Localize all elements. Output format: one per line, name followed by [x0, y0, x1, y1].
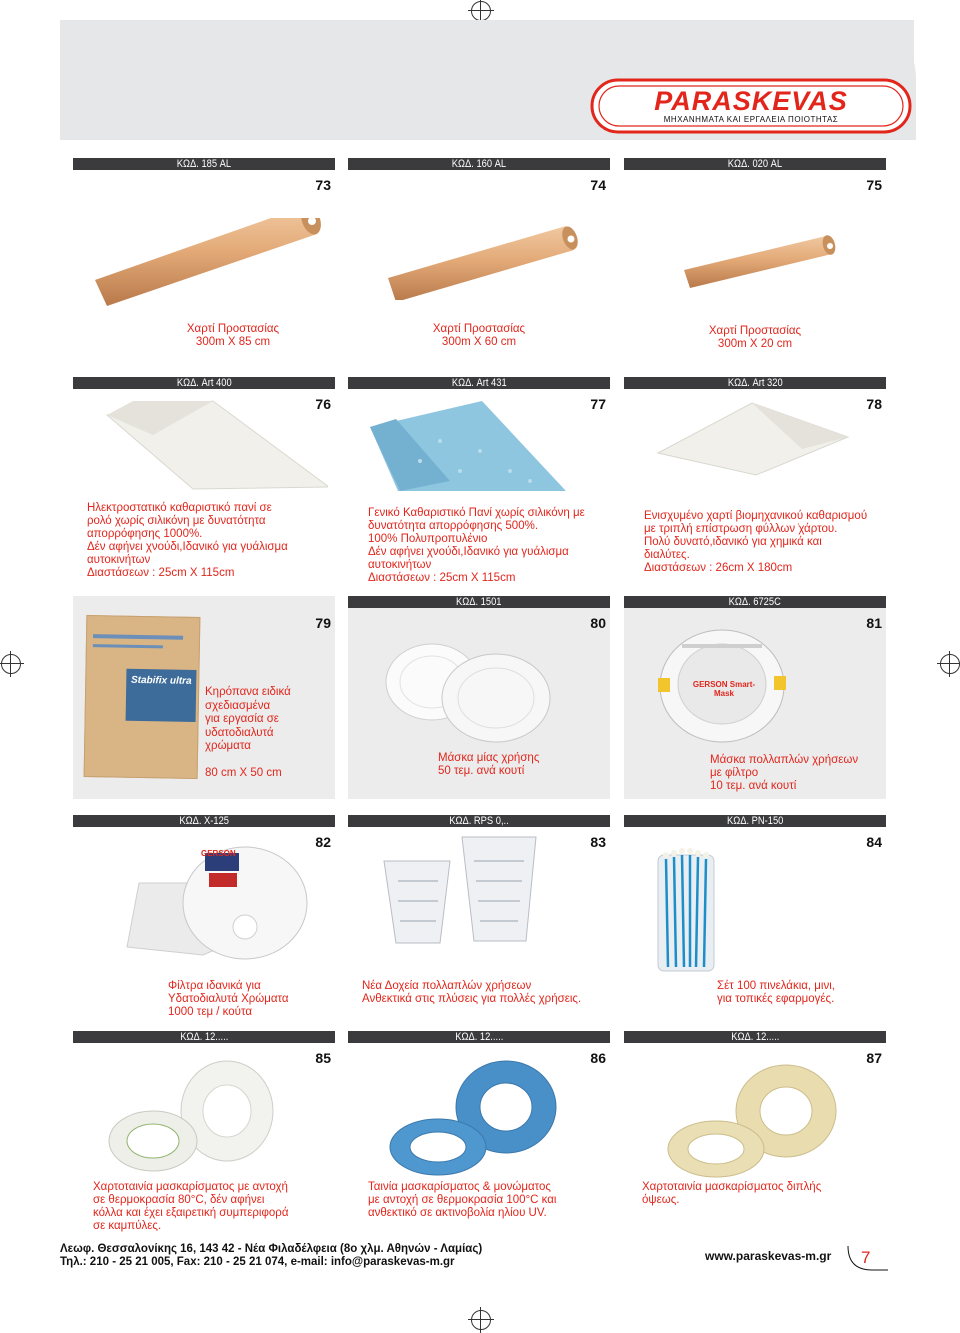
product-code-bar: ΚΩΔ. 12.....	[73, 1031, 335, 1043]
product-number: 75	[866, 177, 882, 193]
product-number: 86	[590, 1050, 606, 1066]
product-number: 76	[315, 396, 331, 412]
product-code-bar: ΚΩΔ. PN-150	[624, 815, 886, 827]
product-code-bar: ΚΩΔ. X-125	[73, 815, 335, 827]
product-80	[348, 596, 610, 799]
product-84	[624, 815, 886, 1020]
product-description: Ενισχυμένο χαρτί βιομηχανικού καθαρισμού με τριπλή επίστρωση φύλλων ̇χάρτου. Πολύ δυνατό,ιδανικό για χημικά και διαλύτες. Διαστάσεων : 26cm X 180cm	[644, 510, 868, 574]
product-number: 78	[866, 396, 882, 412]
product-code-bar: ΚΩΔ. Art 400	[73, 377, 335, 389]
product-78	[624, 377, 886, 582]
cloth-image	[93, 395, 328, 490]
product-73	[73, 158, 335, 358]
product-description: Ταινία μασκαρίσματος & μονώματος με αντοχή σε θερμοκρασία 100°C και ανθεκτικό σε ακτινοβολία ηλίου UV.	[368, 1181, 557, 1219]
footer-address	[60, 1243, 482, 1269]
paper-roll-image	[684, 230, 844, 290]
product-74	[348, 158, 610, 358]
product-code-bar: ΚΩΔ. RPS 0,..	[348, 815, 610, 827]
product-77	[348, 377, 610, 582]
product-79	[73, 596, 335, 799]
masking-tape-image	[95, 1055, 295, 1175]
product-number: 85	[315, 1050, 331, 1066]
product-number: 82	[315, 834, 331, 850]
product-82	[73, 815, 335, 1020]
product-description: Χαρτί Προστασίας 300m X 20 cm	[708, 325, 802, 350]
product-81	[624, 596, 886, 799]
product-number: 80	[590, 615, 606, 631]
product-number: 84	[866, 834, 882, 850]
product-code-bar: ΚΩΔ. 160 AL	[348, 158, 610, 170]
product-code-bar: ΚΩΔ. 020 AL	[624, 158, 886, 170]
brand-name: PARASKEVAS	[654, 86, 848, 116]
paper-roll-image	[95, 218, 335, 308]
page-number: 7	[861, 1248, 871, 1267]
product-87	[624, 1031, 886, 1231]
tack-cloth-pack-image	[84, 615, 201, 779]
registration-mark-right	[940, 654, 960, 674]
pack-label: Stabifix ultra	[126, 669, 197, 722]
product-number: 79	[315, 615, 331, 631]
product-76	[73, 377, 335, 582]
product-description: Γενικό Καθαριστικό Πανί χωρίς σιλικόνη με δυνατότητα απορρόφησης 500%. 100% Πολυπροπυλένιο Δέν αφήνει χνούδι,Ιδανικό για γυάλισμα αυτοκινήτων Διαστάσεων : 25cm X 115cm	[368, 507, 585, 584]
registration-mark-left	[1, 654, 21, 674]
product-description: Χαρτί Προστασίας 300m X 85 cm	[186, 323, 280, 348]
brush-set-image	[654, 845, 724, 973]
product-description: Χαρτοταινία μασκαρίσματος με αντοχή σε θερμοκρασία 80°C, δέν αφήνει κόλλα και έχει εξαιρετική συμπεριφορά σε καμπύλες.	[93, 1181, 289, 1232]
brand-logo	[590, 78, 912, 134]
product-number: 83	[590, 834, 606, 850]
paint-filter-image	[113, 843, 333, 963]
product-code-bar: ΚΩΔ. 12.....	[624, 1031, 886, 1043]
registration-mark-top	[471, 1, 491, 21]
blue-tape-image	[378, 1051, 578, 1181]
product-description: Μάσκα μίας χρήσης 50 τεμ. ανά κουτί	[438, 752, 540, 777]
product-number: 87	[866, 1050, 882, 1066]
brand-tagline: ΜΗΧΑΝΗΜΑΤΑ ΚΑΙ ΕΡΓΑΛΕΙΑ ΠΟΙΟΤΗΤΑΣ	[663, 115, 839, 124]
product-number: 73	[315, 177, 331, 193]
product-description: Μάσκα πολλαπλών χρήσεων με φίλτρο 10 τεμ. ανά κουτί	[710, 754, 859, 792]
product-number: 81	[866, 615, 882, 631]
product-description: Ηλεκτροστατικό καθαριστικό πανί σε ρολό χωρίς σιλικόνη με δυνατότητα απορρόφησης 1000%. Δέν αφήνει χνούδι,Ιδανικό για γυάλισμα αυτοκινήτων Διαστάσεων : 25cm X 115cm	[87, 502, 288, 579]
website-link[interactable]: www.paraskevas-m.gr	[705, 1249, 832, 1263]
mask-brand-label: GERSON Smart-Mask	[692, 680, 756, 698]
product-85	[73, 1031, 335, 1231]
product-description: Κηρόπανα ειδικά σχεδιασμένα για εργασία σε υδατοδιαλυτά χρώματα 80 cm X 50 cm	[205, 686, 291, 779]
product-description: Φίλτρα ιδανικά για Υδατοδιαλυτά Χρώματα 1000 τεμ / κούτα	[168, 980, 289, 1018]
double-sided-tape-image	[654, 1051, 854, 1181]
product-code-bar: ΚΩΔ. 1501	[348, 596, 610, 608]
dust-mask-image	[378, 624, 558, 744]
product-code-bar: ΚΩΔ. Art 320	[624, 377, 886, 389]
product-description: Χαρτοταινία μασκαρίσματος διπλής όψεως.	[642, 1181, 822, 1206]
product-83	[348, 815, 610, 1020]
paper-roll-image	[388, 220, 588, 300]
product-code-bar: ΚΩΔ. 6725C	[624, 596, 886, 608]
cloth-image	[652, 397, 852, 477]
product-number: 77	[590, 396, 606, 412]
product-description: Νέα Δοχεία πολλαπλών χρήσεων Ανθεκτικά στις πλύσεις για πολλές χρήσεις.	[362, 980, 582, 1005]
product-code-bar: ΚΩΔ. 185 AL	[73, 158, 335, 170]
product-86	[348, 1031, 610, 1231]
address-line: Λεωφ. Θεσσαλονίκης 16, 143 42 - Νέα Φιλαδέλφεια (8ο χλμ. Αθηνών - Λαμίας)	[60, 1243, 483, 1255]
mixing-cup-image	[366, 831, 546, 961]
product-code-bar: ΚΩΔ. 12.....	[348, 1031, 610, 1043]
product-number: 74	[590, 177, 606, 193]
contact-line: Τηλ.: 210 - 25 21 005, Fax: 210 - 25 21 074, e-mail: info@paraskevas-m.gr	[60, 1256, 455, 1268]
registration-mark-bottom	[471, 1310, 491, 1330]
product-code-bar: ΚΩΔ. Art 431	[348, 377, 610, 389]
filter-brand-label: GERSON	[201, 849, 236, 858]
product-75	[624, 158, 886, 358]
product-description: Χαρτί Προστασίας 300m X 60 cm	[432, 323, 526, 348]
product-description: Σέτ 100 πινελάκια, μινι, για τοπικές εφαρμογές.	[717, 980, 835, 1005]
cloth-image	[360, 391, 580, 493]
